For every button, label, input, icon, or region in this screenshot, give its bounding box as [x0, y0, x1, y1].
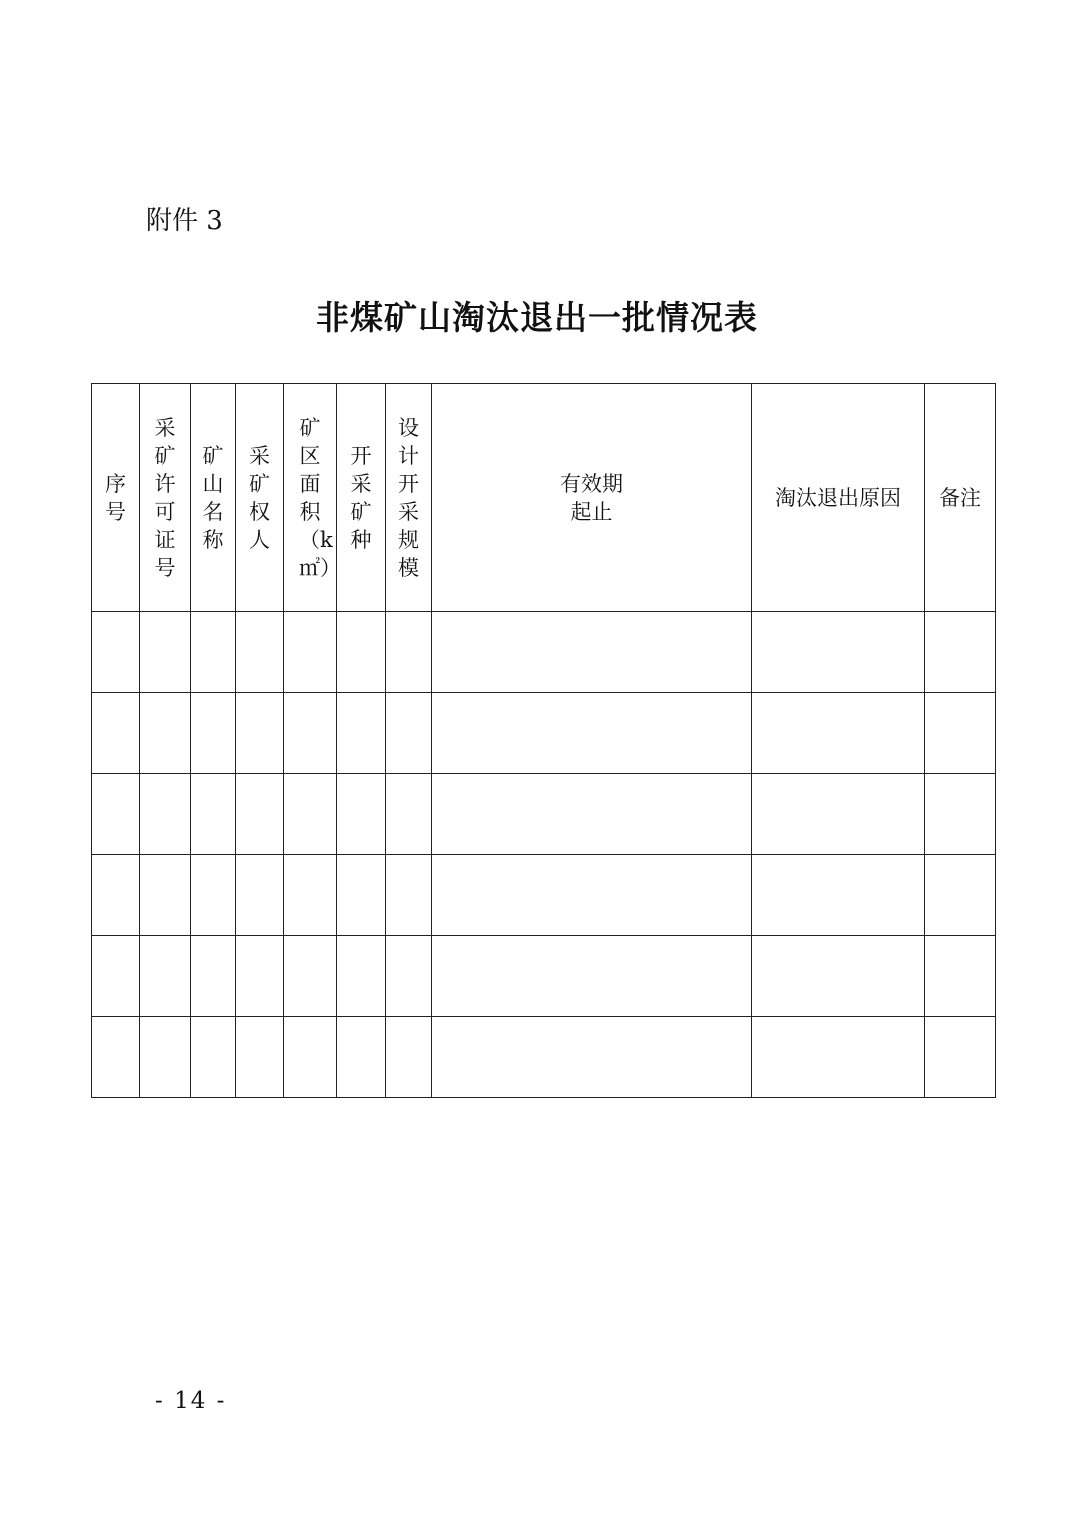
col-header-reason: 淘汰退出原因: [752, 384, 925, 612]
table-cell-reason: [752, 774, 925, 855]
table-cell-reason: [752, 1017, 925, 1098]
table-cell-scale: [386, 693, 432, 774]
table-cell-mine_name: [191, 855, 236, 936]
table-row: [92, 612, 996, 693]
table-row: [92, 1017, 996, 1098]
col-header-mine-name: 矿山名称: [191, 384, 236, 612]
table-cell-mineral: [337, 855, 386, 936]
table-cell-mineral: [337, 774, 386, 855]
table-cell-remarks: [925, 774, 996, 855]
table-cell-remarks: [925, 1017, 996, 1098]
table-cell-area: [284, 774, 337, 855]
table-cell-reason: [752, 693, 925, 774]
table-cell-seq: [92, 1017, 140, 1098]
table-cell-mine_name: [191, 936, 236, 1017]
table-cell-validity: [432, 774, 752, 855]
table-row: [92, 693, 996, 774]
table-cell-area: [284, 1017, 337, 1098]
table-cell-remarks: [925, 693, 996, 774]
table-cell-seq: [92, 693, 140, 774]
table-row: [92, 936, 996, 1017]
table-cell-owner: [236, 1017, 284, 1098]
table-cell-mineral: [337, 1017, 386, 1098]
col-header-area: 矿区面积（k㎡）: [284, 384, 337, 612]
table-cell-scale: [386, 774, 432, 855]
table-cell-seq: [92, 612, 140, 693]
table-cell-mine_name: [191, 774, 236, 855]
table-cell-license: [140, 612, 191, 693]
table-cell-remarks: [925, 936, 996, 1017]
attachment-label: 附件 3: [146, 206, 223, 236]
table-cell-mine_name: [191, 1017, 236, 1098]
table-cell-reason: [752, 936, 925, 1017]
table-cell-scale: [386, 936, 432, 1017]
table-cell-license: [140, 774, 191, 855]
table-cell-validity: [432, 612, 752, 693]
table-cell-license: [140, 1017, 191, 1098]
table-cell-reason: [752, 855, 925, 936]
table-cell-remarks: [925, 855, 996, 936]
table-cell-mineral: [337, 693, 386, 774]
table-cell-mineral: [337, 612, 386, 693]
table-cell-reason: [752, 612, 925, 693]
table-cell-seq: [92, 936, 140, 1017]
mine-elimination-table: [91, 383, 996, 1098]
page-number: - 14 -: [155, 1388, 227, 1414]
table-cell-validity: [432, 693, 752, 774]
col-header-scale: 设计开采规模: [386, 384, 432, 612]
table-cell-seq: [92, 774, 140, 855]
table-cell-license: [140, 693, 191, 774]
table-header-row: [92, 384, 996, 612]
table-cell-validity: [432, 1017, 752, 1098]
table-cell-validity: [432, 855, 752, 936]
table-cell-license: [140, 936, 191, 1017]
col-header-seq: 序号: [92, 384, 140, 612]
table-cell-validity: [432, 936, 752, 1017]
table-cell-scale: [386, 855, 432, 936]
table-cell-seq: [92, 855, 140, 936]
table-cell-remarks: [925, 612, 996, 693]
col-header-mineral: 开采矿种: [337, 384, 386, 612]
table-cell-owner: [236, 774, 284, 855]
table-cell-license: [140, 855, 191, 936]
table-cell-mineral: [337, 936, 386, 1017]
table-cell-area: [284, 936, 337, 1017]
table-cell-mine_name: [191, 612, 236, 693]
table-cell-mine_name: [191, 693, 236, 774]
table-row: [92, 855, 996, 936]
page-title: 非煤矿山淘汰退出一批情况表: [316, 298, 758, 337]
table-cell-owner: [236, 612, 284, 693]
table-cell-scale: [386, 612, 432, 693]
col-header-license: 采矿许可证号: [140, 384, 191, 612]
col-header-remarks: 备注: [925, 384, 996, 612]
col-header-validity: 有效期 起止: [432, 384, 752, 612]
table-cell-owner: [236, 693, 284, 774]
table-cell-owner: [236, 855, 284, 936]
table-cell-area: [284, 693, 337, 774]
table-cell-owner: [236, 936, 284, 1017]
col-header-owner: 采矿权人: [236, 384, 284, 612]
table-cell-scale: [386, 1017, 432, 1098]
table-cell-area: [284, 612, 337, 693]
table-cell-area: [284, 855, 337, 936]
table-row: [92, 774, 996, 855]
